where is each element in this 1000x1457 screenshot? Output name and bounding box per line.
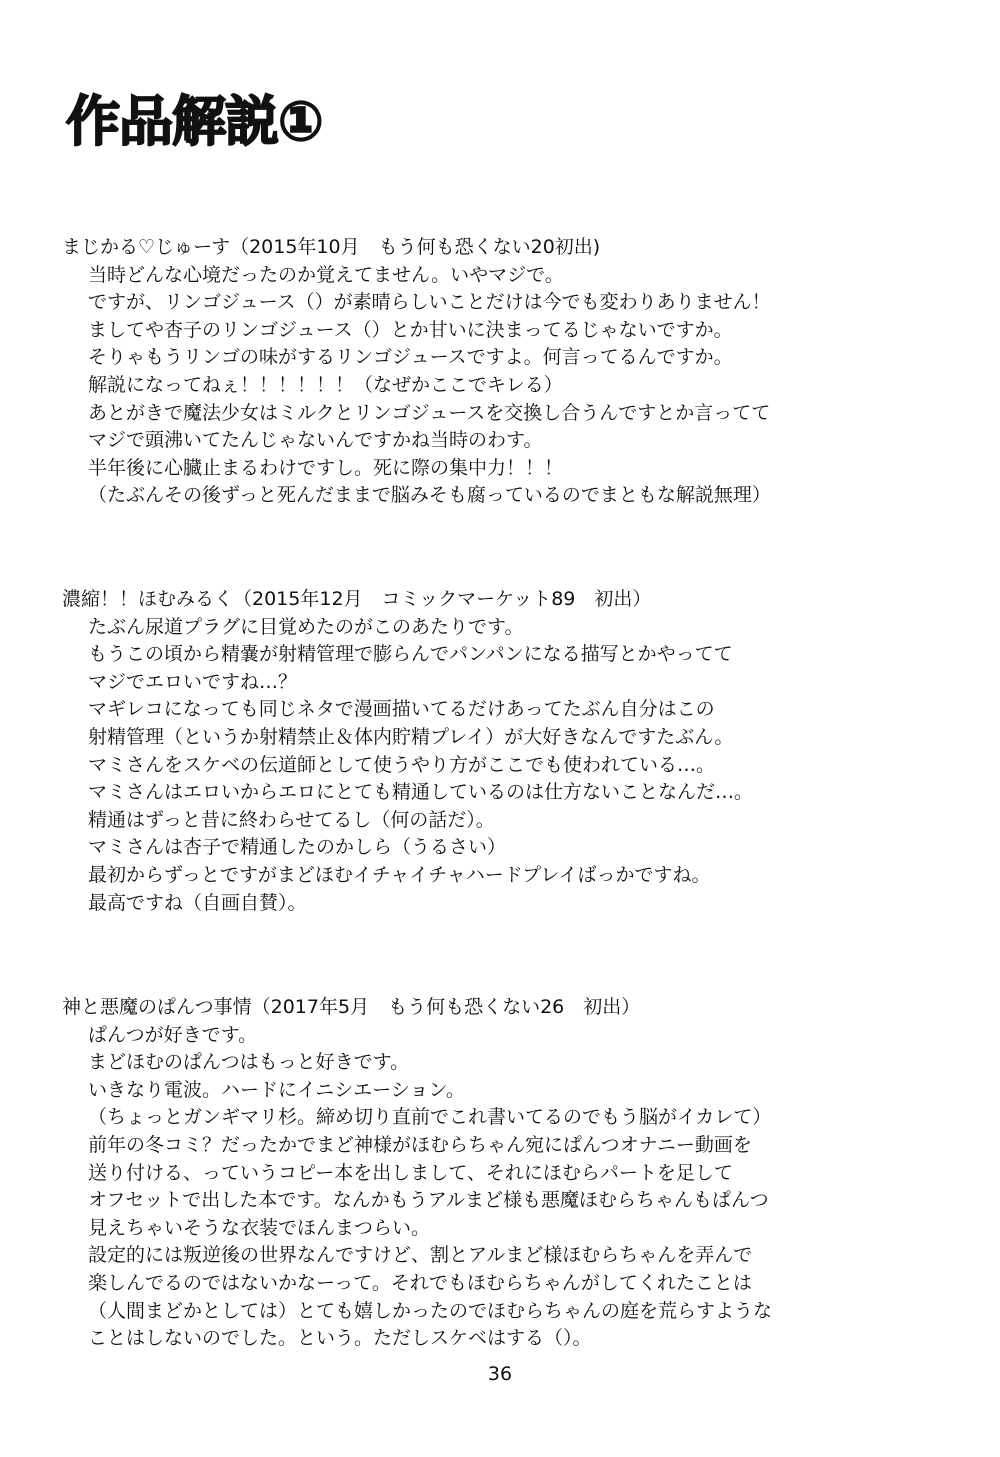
text-line: 射精管理（というか射精禁止＆体内貯精プレイ）が大好きなんですたぶん。 — [88, 725, 734, 748]
text-line: もうこの頃から精嚢が射精管理で膨らんでパンパンになる描写とかやってて — [88, 643, 733, 666]
text-line: 解説になってねぇ！！！！！！（なぜかここでキレる） — [88, 373, 563, 396]
text-line: 設定的には叛逆後の世界なんですけど、割とアルまど様ほむらちゃんを弄んで — [88, 1244, 753, 1267]
section-heading: 濃縮！！ほむみるく（2015年12月 コミックマーケット89 初出） — [62, 588, 652, 610]
page-number: 36 — [487, 1363, 513, 1385]
text-line: そりゃもうリンゴの味がするリンゴジュースですよ。何言ってるんですか。 — [88, 346, 733, 369]
text-line: 当時どんな心境だったのか覚えてません。いやマジで。 — [88, 263, 564, 286]
text-line: マジで頭沸いてたんじゃないんですかね当時のわす。 — [88, 429, 543, 452]
text-line: あとがきで魔法少女はミルクとリンゴジュースを交換し合うんですとか言ってて — [88, 401, 771, 424]
section-heading: まじかる♡じゅーす（2015年10月 もう何も恐くない20初出) — [62, 236, 601, 258]
text-line: ですが、リンゴジュース（）が素晴らしいことだけは今でも変わりありません！ — [88, 291, 771, 314]
text-line: マミさんはエロいからエロにとても精通しているのは仕方ないことなんだ…。 — [88, 781, 754, 804]
page-title: 作品解説① — [66, 90, 323, 153]
text-line: マギレコになっても同じネタで漫画描いてるだけあってたぶん自分はこの — [88, 698, 715, 721]
text-line: （たぶんその後ずっと死んだままで脳みそも腐っているのでまともな解説無理） — [88, 484, 771, 507]
section-homu-milk — [62, 586, 942, 917]
text-line: （人間まどかとしては）とても嬉しかったのでほむらちゃんの庭を荒らすような — [88, 1299, 773, 1322]
text-line: （ちょっとガンギマリ杉。締め切り直前でこれ書いてるのでもう脳がイカレて） — [88, 1106, 772, 1129]
section-heading: 神と悪魔のぱんつ事情（2017年5月 もう何も恐くない26 初出） — [62, 996, 641, 1018]
text-line: ましてや杏子のリンゴジュース（）とか甘いに決まってるじゃないですか。 — [88, 318, 733, 341]
text-line: 最初からずっとですがまどほむイチャイチャハードプレイばっかですね。 — [88, 863, 711, 886]
text-line: マミさんは杏子で精通したのかしら（うるさい） — [88, 836, 507, 859]
text-line: マミさんをスケベの伝道師として使うやり方がここでも使われている…。 — [88, 753, 716, 776]
text-line: ことはしないのでした。という。ただしスケベはする（）。 — [88, 1327, 592, 1350]
text-line: ぱんつが好きです。 — [88, 1023, 258, 1046]
text-line: 見えちゃいそうな衣装でほんまつらい。 — [88, 1216, 431, 1239]
text-line: 半年後に心臓止まるわけですし。死に際の集中力！！！ — [88, 456, 564, 479]
text-line: まどほむのぱんつはもっと好きです。 — [88, 1051, 410, 1074]
text-line: 楽しんでるのではないかなーって。それでもほむらちゃんがしてくれたことは — [88, 1271, 752, 1294]
text-line: 精通はずっと昔に終わらせてるし（何の話だ）。 — [88, 808, 495, 831]
text-line: 送り付ける、っていうコピー本を出しまして、それにほむらパートを足して — [88, 1161, 733, 1184]
text-line: いきなり電波。ハードにイニシエーション。 — [88, 1078, 465, 1101]
section-magical-juice — [62, 234, 942, 510]
text-line: 最高ですね（自画自賛）。 — [88, 891, 307, 914]
section-pantsu-jijou — [62, 994, 942, 1353]
text-line: たぶん尿道プラグに目覚めたのがこのあたりです。 — [88, 615, 524, 638]
text-line: マジでエロいですね…？ — [88, 670, 298, 693]
text-line: 前年の冬コミ？だったかでまど神様がほむらちゃん宛にぱんつオナニー動画を — [88, 1133, 752, 1156]
text-line: オフセットで出した本です。なんかもうアルまど様も悪魔ほむらちゃんもぱんつ — [88, 1189, 769, 1212]
